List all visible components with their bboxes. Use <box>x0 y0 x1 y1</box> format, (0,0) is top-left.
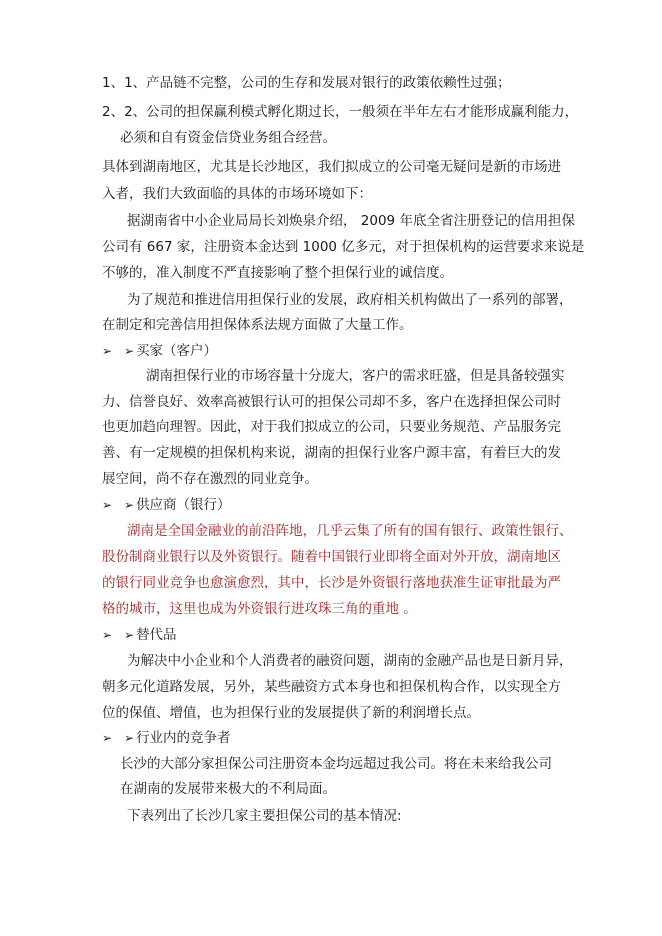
arrow-bullet-icon: ➢ <box>102 498 113 512</box>
section-heading-label: 行业内的竞争者 <box>136 730 231 746</box>
intro-line-2: 入者，我们大致面临的具体的市场环境如下： <box>102 186 372 202</box>
arrow-bullet-icon: ➢ <box>124 731 135 745</box>
para2-line-1: 为了规范和推进信用担保行业的发展，政府相关机构做出了一系列的部署， <box>127 292 573 308</box>
buyers-line-4: 善、有一定规模的担保机构来说，湖南的担保行业客户源丰富，有着巨大的发 <box>102 445 561 461</box>
section-heading-suppliers <box>102 495 231 515</box>
substitutes-line-3: 位的保值、增值，也为担保行业的发展提供了新的利润增长点。 <box>102 705 480 721</box>
section-heading-substitutes <box>102 625 177 645</box>
buyers-line-3: 也更加趋向理智。因此，对于我们拟成立的公司，只要业务规范、产品服务完 <box>102 419 561 435</box>
substitutes-line-1: 为解决中小企业和个人消费者的融资问题，湖南的金融产品也是日新月异， <box>127 653 573 669</box>
section-heading-competitors <box>102 728 231 748</box>
buyers-line-5: 展空间，尚不存在激烈的同业竞争。 <box>102 471 318 487</box>
para2-line-2: 在制定和完善信用担保体系法规方面做了大量工作。 <box>102 317 413 333</box>
list-item-2: 2、2、公司的担保赢利模式孵化期过长，一般须在半年左右才能形成赢利能力， <box>102 104 579 120</box>
suppliers-line-4: 格的城市，这里也成为外资银行进攻珠三角的重地 。 <box>102 601 417 617</box>
suppliers-line-1: 湖南是全国金融业的前沿阵地，几乎云集了所有的国有银行、政策性银行、 <box>127 523 573 539</box>
buyers-line-2: 力、信誉良好、效率高被银行认可的担保公司却不多，客户在选择担保公司时 <box>102 394 561 410</box>
section-heading-label: 替代品 <box>136 627 177 643</box>
section-heading-buyers <box>102 341 217 361</box>
competitors-line-2: 在湖南的发展带来极大的不利局面。 <box>120 781 336 797</box>
list-item-1: 1、1、产品链不完整，公司的生存和发展对银行的政策依赖性过强； <box>102 75 511 91</box>
substitutes-line-2: 朝多元化道路发展，另外，某些融资方式本身也和担保机构合作，以实现全方 <box>102 679 561 695</box>
arrow-bullet-icon: ➢ <box>124 498 135 512</box>
section-heading-label: 供应商（银行） <box>136 497 231 513</box>
para1-line-1: 据湖南省中小企业局局长刘焕泉介绍， 2009 年底全省注册登记的信用担保 <box>127 213 575 229</box>
section-heading-label: 买家（客户） <box>136 343 218 359</box>
arrow-bullet-icon: ➢ <box>102 628 113 642</box>
arrow-bullet-icon: ➢ <box>124 344 135 358</box>
arrow-bullet-icon: ➢ <box>124 628 135 642</box>
suppliers-line-2: 股份制商业银行以及外资银行。随着中国银行业即将全面对外开放，湖南地区 <box>102 549 561 565</box>
buyers-line-1: 湖南担保行业的市场容量十分庞大，客户的需求旺盛，但是具备较强实 <box>146 368 565 384</box>
arrow-bullet-icon: ➢ <box>102 731 113 745</box>
list-item-2-continuation: 必须和自有资金信贷业务组合经营。 <box>120 130 336 146</box>
intro-line-1: 具体到湖南地区，尤其是长沙地区，我们拟成立的公司毫无疑问是新的市场进 <box>102 159 561 175</box>
closing-line: 下表列出了长沙几家主要担保公司的基本情况: <box>127 808 402 824</box>
para1-line-3: 不够的，准入制度不严直接影响了整个担保行业的诚信度。 <box>102 265 453 281</box>
para1-line-2: 公司有 667 家，注册资本金达到 1000 亿多元，对于担保机构的运营要求来说是 <box>102 239 585 255</box>
suppliers-line-3: 的银行同业竞争也愈演愈烈，其中，长沙是外资银行落地获准生证审批最为严 <box>102 575 561 591</box>
competitors-line-1: 长沙的大部分家担保公司注册资本金均远超过我公司。将在未来给我公司 <box>120 756 552 772</box>
arrow-bullet-icon: ➢ <box>102 344 113 358</box>
